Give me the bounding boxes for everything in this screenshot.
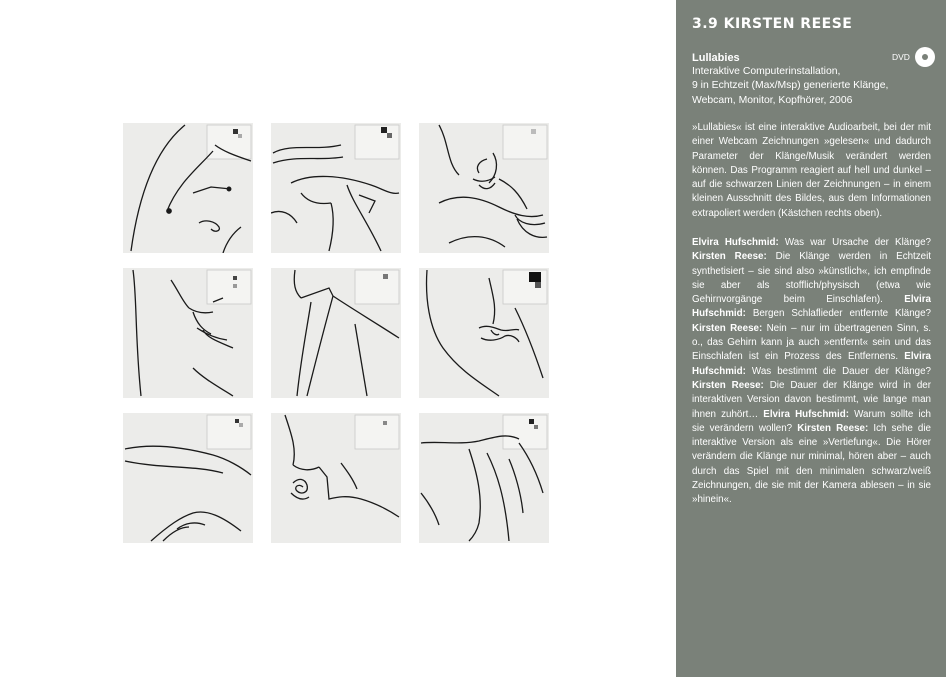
- interview-speaker: Elvira Hufschmid:: [692, 351, 931, 377]
- interview-speaker: Elvira Hufschmid:: [763, 408, 849, 420]
- interview-speaker: Kirsten Reese:: [692, 322, 763, 334]
- interview-text: Was war Ursache der Klänge?: [778, 237, 931, 248]
- work-meta: [692, 65, 928, 108]
- drawing-tile-7: [123, 413, 253, 543]
- meta-line: Webcam, Monitor, Kopfhörer, 2006: [692, 94, 853, 106]
- dvd-label: DVD: [892, 52, 910, 62]
- interview-speaker: Kirsten Reese:: [692, 251, 767, 263]
- meta-line: Interaktive Computerinstallation,: [692, 66, 841, 77]
- interview-speaker: Kirsten Reese:: [692, 379, 764, 391]
- interview-text: Nein – nur im übertragenen Sinn, s. o., das Gehirn kann ja auch »entfernt« sein und das Einschlafen ist ein Prozess des Entfernens.: [692, 322, 931, 363]
- drawing-tile-8: [271, 413, 401, 543]
- meta-line: 9 in Echtzeit (Max/Msp) generierte Klänge,: [692, 80, 889, 92]
- interview-text: Die Dauer der Klänge wird in der interaktiven Version davon bestimmt, wie lange man ihnen zuhört…: [692, 379, 932, 420]
- drawing-tile-2: [271, 123, 401, 253]
- interview-paragraph: [692, 236, 931, 508]
- interview-speaker: Elvira Hufschmid:: [692, 294, 931, 320]
- section-title: 3.9 KIRSTEN REESE: [692, 16, 853, 32]
- interview-text: Was bestimmt die Dauer der Klänge?: [745, 365, 931, 377]
- interview-text: Bergen Schlaflieder entfernte Klänge?: [745, 308, 931, 320]
- dvd-disc-icon: [915, 47, 935, 67]
- drawing-tile-4: [123, 268, 253, 398]
- interview-speaker: Elvira Hufschmid:: [692, 237, 779, 248]
- interview-text: Warum sollte ich sie verändern wollen?: [692, 408, 932, 434]
- interview-text: Ich sehe die interaktive Version als eine »Vertiefung«. Die Hörer verändern die Klänge nur minimal, hören aber – auch durch das Spiel mit den minimalen schwarz/weiß Zeichnungen, die sie mit der Kamera ablesen – in sie »hinein«.: [692, 422, 932, 506]
- drawing-tile-3: [419, 123, 549, 253]
- interview-speaker: Kirsten Reese:: [797, 422, 869, 434]
- work-title: Lullabies: [692, 52, 740, 64]
- interview-text: Die Klänge werden in Echtzeit synthetisiert – sie sind also »künstlich«, ich empfinde sie aber als stofflich/physisch (etwa wie Gehirnvorgänge beim Einschlafen).: [692, 251, 932, 306]
- drawing-tile-1: [123, 123, 253, 253]
- drawing-tile-9: [419, 413, 549, 543]
- drawing-tile-5: [271, 268, 401, 398]
- description-paragraph: »Lullabies« ist eine interaktive Audioarbeit, bei der mit einer Webcam Zeichnungen »gelesen« und dadurch Parameter der Klänge/Musik verändert werden können. Das Programm reagiert auf hell und dunkel – auf die schwarzen Linien der Zeichnungen – in einem kleinen Ausschnitt des Bildes, aus dem Informationen extrapoliert werden (Kästchen rechts oben).: [692, 122, 931, 219]
- dvd-marker: [892, 47, 935, 67]
- drawing-tile-6: [419, 268, 549, 398]
- info-panel: [676, 0, 946, 677]
- drawing-grid: [123, 123, 553, 545]
